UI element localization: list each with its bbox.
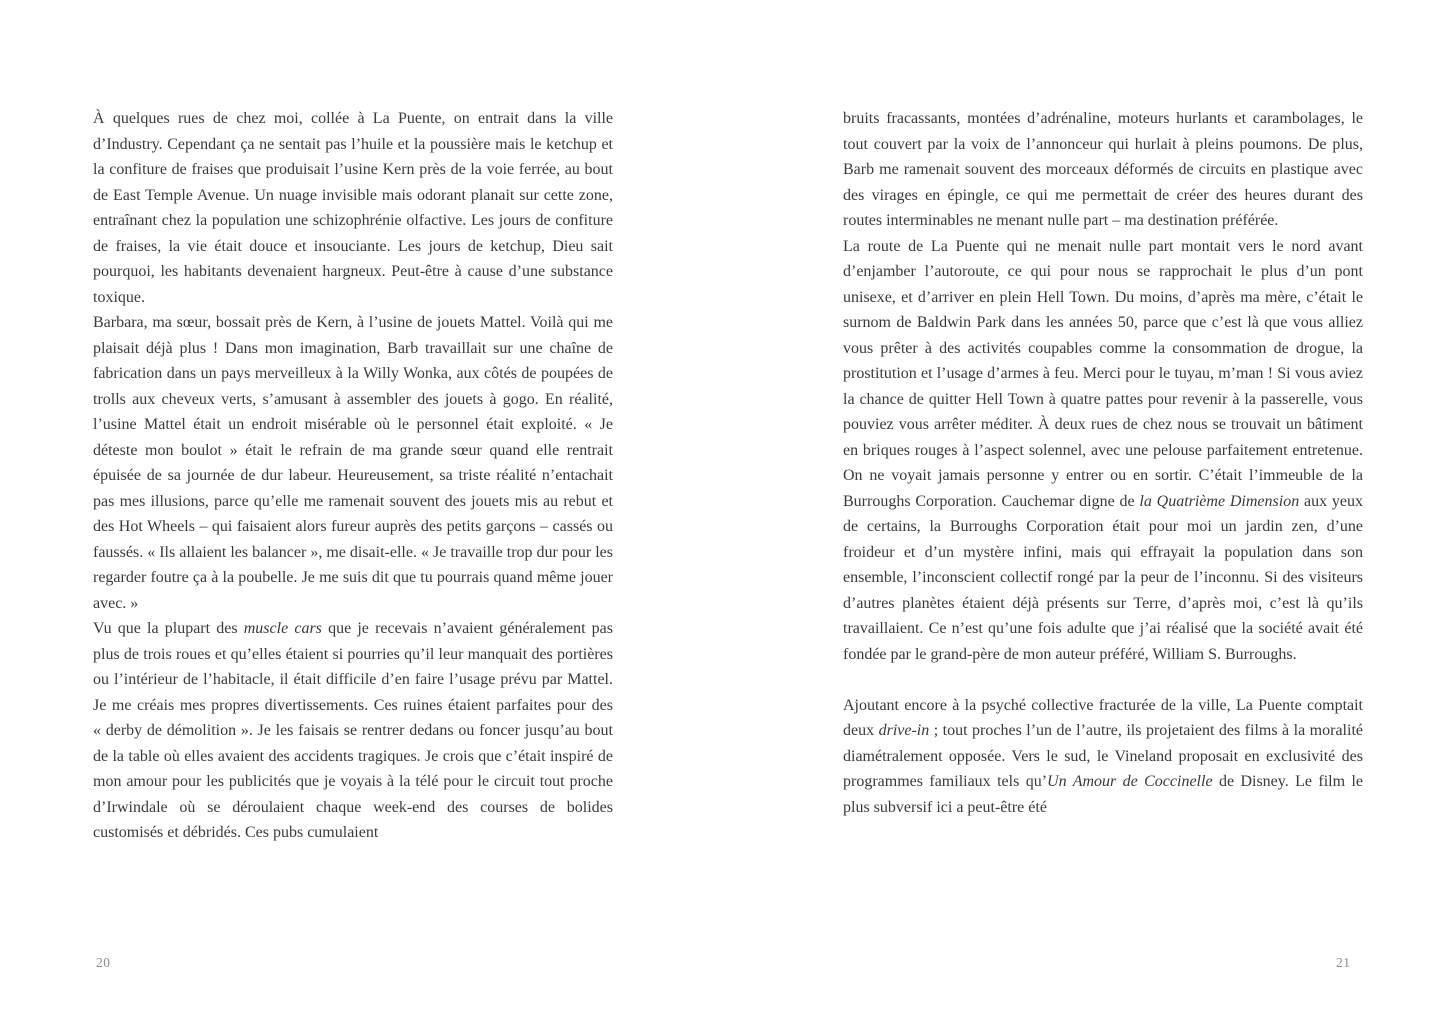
italic-phrase: Un Amour de Coccinelle [1047,773,1213,790]
text-run: bruits fracassants, montées d’adrénaline, moteurs hurlants et carambolages, le tout couvert par la voix de l’annonceur qui hurlait à pleins poumons. De plus, Barb me ramenait souvent des morceaux déformés de circuits en plastique avec des virages en épingle, ce qui me permettait de créer des heures durant des routes interminables ne menant nulle part – ma destination préférée. [843,110,1363,229]
text-run: aux yeux de certains, la Burroughs Corporation était pour moi un jardin zen, d’une froideur et d’un mystère infini, mais qui effrayait la population dans son ensemble, l’inconscient collectif rongé par la peur de l’inconnu. Si des visiteurs d’autres planètes étaient déjà présents sur Terre, d’après moi, c’est là qu’ils travaillaient. Ce n’est qu’une fois adulte que j’ai réalisé que la société avait été fondée par le grand-père de mon auteur préféré, William S. Burroughs. [843,492,1364,663]
text-run: de Disney. Le film le plus subversif ici a peut-être été [843,773,1364,816]
paragraph [843,693,1363,821]
paragraph [93,616,613,846]
page-left-text [93,106,613,846]
paragraph [843,234,1363,668]
text-run: La route de La Puente qui ne menait nulle part montait vers le nord avant d’enjamber l’autoroute, ce qui pour nous se rapprochait le plus d’un pont unisexe, et d’arriver en plein Hell Town. Du moins, d’après ma mère, c’était le surnom de Baldwin Park dans les années 50, parce que c’est là que vous alliez vous prêter à des activités coupables comme la consommation de drogue, la prostitution et l’usage d’armes à feu. Merci pour le tuyau, m’man ! Si vous aviez la chance de quitter Hell Town à quatre pattes pour revenir à la passerelle, vous pouviez vous arrêter méditer. À deux rues de chez nous se trouvait un bâtiment en briques rouges à l’aspect solennel, avec une pelouse parfaitement entretenue. On ne voyait jamais personne y entrer ou en sortir. C’était l’immeuble de la Burroughs Corporation. Cauchemar digne de [843,237,1363,510]
page-number-right: 21 [1336,955,1351,970]
page-number-left: 20 [96,955,111,970]
paragraph [93,106,613,310]
text-run: Vu que la plupart des [93,620,244,637]
page-right-text [843,106,1363,820]
text-run: Ajoutant encore à la psyché collective fracturée de la ville, La Puente comptait deux [843,696,1363,739]
italic-phrase: drive-in [878,722,930,739]
text-run: À quelques rues de chez moi, collée à La Puente, on entrait dans la ville d’Industry. Cependant ça ne sentait pas l’huile et la poussière mais le ketchup et la confiture de fraises que produisait l’usine Kern près de la voie ferrée, au bout de East Temple Avenue. Un nuage invisible mais odorant planait sur cette zone, entraînant chez la population une schizophrénie olfactive. Les jours de confiture de fraises, la vie était douce et insouciante. Les jours de ketchup, Dieu sait pourquoi, les habitants devenaient hargneux. Peut-être à cause d’une substance toxique. [93,110,613,306]
text-run: Barbara, ma sœur, bossait près de Kern, à l’usine de jouets Mattel. Voilà qui me plaisait déjà plus ! Dans mon imagination, Barb travaillait sur une chaîne de fabrication dans un pays merveilleux à la Willy Wonka, aux côtés de poupées de trolls aux cheveux verts, s’amusant à assembler des jouets à gogo. En réalité, l’usine Mattel était un endroit misérable où le personnel était exploité. « Je déteste mon boulot » était le refrain de ma grande sœur quand elle rentrait épuisée de sa journée de dur labeur. Heureusement, sa triste réalité n’entachait pas mes illusions, parce qu’elle me ramenait souvent des jouets mis au rebut et des Hot Wheels – qui faisaient alors fureur auprès des petits garçons – cassés ou faussés. « Ils allaient les balancer », me disait-elle. « Je travaille trop dur pour les regarder foutre ça à la poubelle. Je me suis dit que tu pourrais quand même jouer avec. » [93,314,613,612]
paragraph [93,310,613,616]
text-run: ; tout proches l’un de l’autre, ils projetaient des films à la moralité diamétralement opposée. Vers le sud, le Vineland proposait en exclusivité des programmes familiaux tels qu’ [843,722,1363,790]
text-run: que je recevais n’avaient généralement pas plus de trois roues et qu’elles étaient si pourries qu’il leur manquait des portières ou l’intérieur de l’habitacle, il était difficile d’en faire l’usage prévu par Mattel. Je me créais mes propres divertissements. Ces ruines étaient parfaites pour des « derby de démolition ». Je les faisais se rentrer dedans ou foncer jusqu’au bout de la table où elles avaient des accidents tragiques. Je crois que c’était inspiré de mon amour pour les publicités que je voyais à la télé pour le circuit tout proche d’Irwindale où se déroulaient chaque week-end des courses de bolides customisés et débridés. Ces pubs cumulaient [93,620,614,841]
italic-phrase: muscle cars [243,620,322,637]
italic-phrase: la Quatrième Dimension [1139,492,1300,510]
paragraph [843,106,1363,234]
